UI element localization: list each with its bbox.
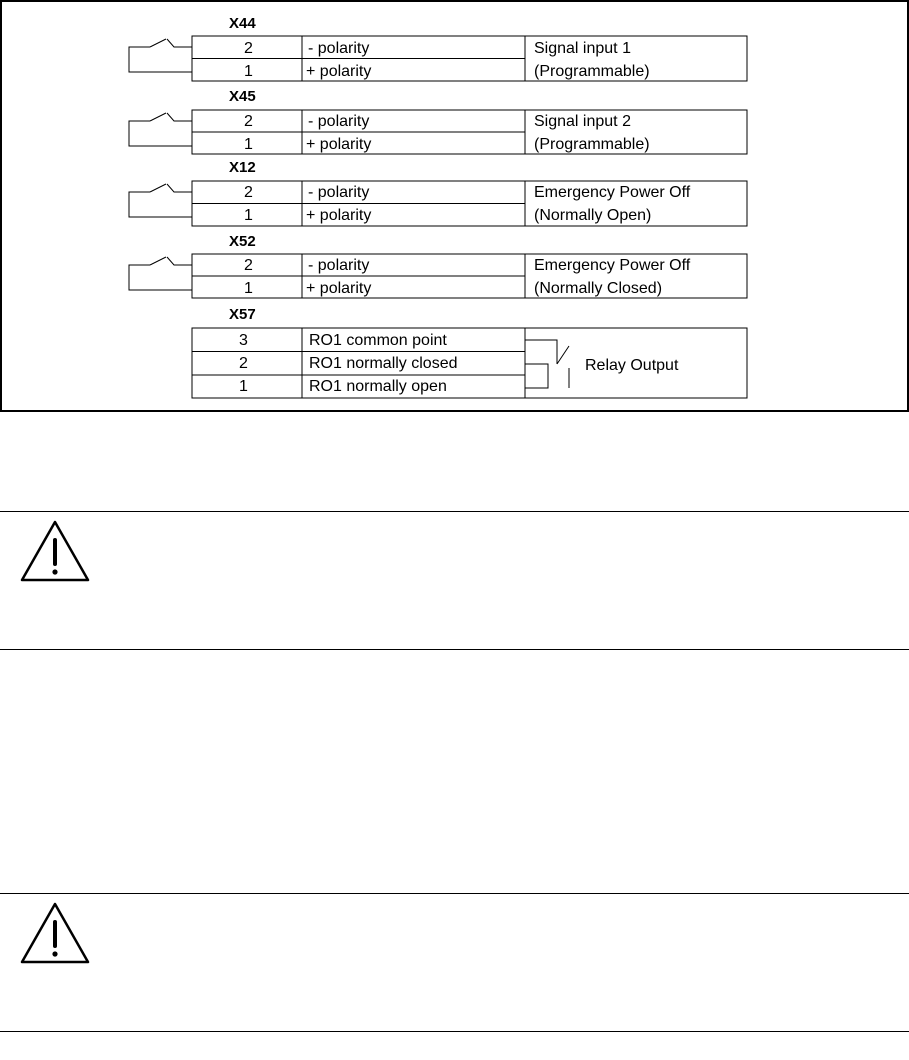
switch-contact-icon [129, 39, 192, 72]
description-line: Emergency Power Off [534, 184, 691, 201]
connector-x44 [129, 15, 747, 81]
relay-contact-icon [525, 340, 569, 388]
connector-label: X45 [229, 88, 256, 105]
connector-label: X57 [229, 306, 256, 323]
pin-function: + polarity [306, 63, 372, 80]
switch-contact-icon [129, 257, 192, 290]
switch-contact-icon [129, 113, 192, 146]
pin-number: 1 [244, 63, 253, 80]
pin-function: - polarity [308, 40, 370, 57]
pin-function: - polarity [308, 184, 370, 201]
description-line: Signal input 2 [534, 113, 631, 130]
pin-function: RO1 common point [309, 332, 447, 349]
divider-line [0, 649, 909, 650]
pin-number: 2 [244, 257, 253, 274]
pin-number: 2 [244, 40, 253, 57]
pin-number: 1 [244, 207, 253, 224]
pin-function: RO1 normally closed [309, 355, 458, 372]
pin-function: + polarity [306, 207, 372, 224]
connector-x12 [129, 159, 747, 226]
pin-function: - polarity [308, 113, 370, 130]
connector-x57 [192, 306, 747, 398]
divider-line [0, 893, 909, 894]
pin-number: 1 [239, 378, 248, 395]
description-line: (Programmable) [534, 136, 650, 153]
pin-function: - polarity [308, 257, 370, 274]
description-line: (Programmable) [534, 63, 650, 80]
connector-label: X44 [229, 15, 256, 32]
connector-label: X52 [229, 233, 256, 250]
description-line: Emergency Power Off [534, 257, 691, 274]
pin-function: RO1 normally open [309, 378, 447, 395]
connector-wiring-diagram [0, 0, 909, 415]
connector-x52 [129, 233, 747, 298]
warning-triangle-icon [18, 900, 92, 966]
pin-number: 2 [244, 184, 253, 201]
divider-line [0, 511, 909, 512]
description-line: Relay Output [585, 357, 679, 374]
divider-line [0, 1031, 909, 1032]
warning-triangle-icon [18, 518, 92, 584]
pin-function: + polarity [306, 136, 372, 153]
pin-number: 2 [239, 355, 248, 372]
connector-x45 [129, 88, 747, 154]
pin-number: 3 [239, 332, 248, 349]
pin-function: + polarity [306, 280, 372, 297]
switch-contact-icon [129, 184, 192, 217]
description-line: (Normally Open) [534, 207, 652, 224]
pin-number: 1 [244, 136, 253, 153]
pin-number: 2 [244, 113, 253, 130]
diagram-frame [1, 1, 908, 411]
connector-label: X12 [229, 159, 256, 176]
description-line: (Normally Closed) [534, 280, 663, 297]
description-line: Signal input 1 [534, 40, 631, 57]
pin-number: 1 [244, 280, 253, 297]
